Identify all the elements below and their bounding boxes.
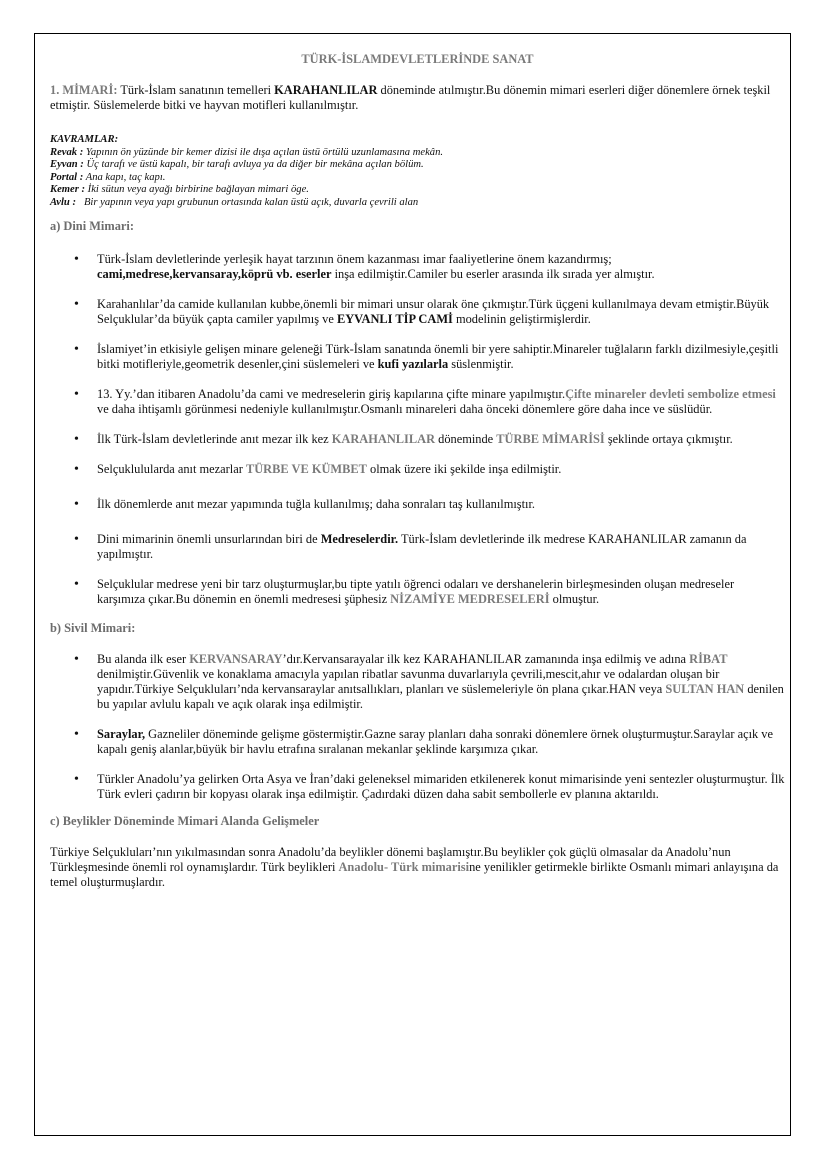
item-text: süslenmiştir.	[448, 357, 514, 371]
list-item	[50, 652, 785, 712]
list-item	[50, 532, 785, 562]
item-text: Türkler Anadolu’ya gelirken Orta Asya ve İran’daki geleneksel mimariden etkilenerek konut mimarisinde yeni sentezler oluşturmuştur. İlk Türk evleri çadırın bir kopyası olarak inşa edilmiştir. Çadırdaki düzen daha sabit sembollerle ev planına aktarıldı.	[97, 772, 785, 801]
kavramlar-block	[50, 134, 785, 209]
list-item	[50, 342, 785, 372]
paragraph-text: Türkiye Selçukluları’nın yıkılmasından sonra Anadolu’da beylikler dönemi başlamıştır.Bu beylikler çok güçlü olmasalar da Anadolu’nun Türkleşmesinde önemli rol oynamışlardır. Türk beylikleri	[50, 845, 731, 874]
item-text: şeklinde ortaya çıkmıştır.	[604, 432, 733, 446]
kavram-term: Eyvan :	[50, 159, 84, 170]
item-highlight: RİBAT	[689, 652, 728, 666]
item-text: olmak üzere iki şekilde inşa edilmiştir.	[366, 462, 562, 476]
paragraph-highlight: Anadolu- Türk mimarisi	[338, 860, 470, 874]
item-text: Türk-İslam devletlerinde yerleşik hayat tarzının önem kazanması imar faaliyetlerine önem kazandırmış;	[97, 252, 612, 266]
item-bold: EYVANLI TİP CAMİ	[336, 312, 453, 326]
kavram-def: Ana kapı, taç kapı.	[83, 171, 166, 183]
item-highlight: KERVANSARAY	[189, 652, 283, 666]
item-bold: cami,medrese,kervansaray,köprü vb. eserler	[97, 267, 332, 281]
item-highlight: TÜRBE VE KÜMBET	[245, 462, 367, 476]
beylikler-paragraph	[50, 845, 785, 890]
kavram-row	[50, 184, 785, 197]
kavram-term: Revak :	[50, 146, 84, 158]
item-text: Karahanlılar’da camide kullanılan kubbe,önemli bir mimari unsur olarak öne çıkmıştır.Türk üçgeni kullanılmaya devam etmiştir.Büyük Selçuklular’da büyük çapta camiler yapılmış ve	[97, 297, 770, 326]
kavram-term: Portal :	[50, 171, 84, 183]
item-text: ve daha ihtişamlı görünmesi nedeniyle kullanılmıştır.Osmanlı minareleri daha önceki dönemlere göre daha ince ve süslüdür.	[97, 402, 713, 416]
item-text: Türk-İslam devletlerinde ilk medrese KARAHANLILAR zamanın da yapılmıştır.	[97, 532, 747, 561]
item-text: İlk Türk-İslam devletlerinde anıt mezar ilk kez	[97, 432, 332, 446]
list-item	[50, 387, 785, 417]
item-text: döneminde	[435, 432, 497, 446]
kavram-row	[50, 172, 785, 185]
kavramlar-heading: KAVRAMLAR:	[50, 134, 119, 145]
intro-text: döneminde atılmıştır.Bu dönemin mimari eserleri diğer dönemlere örnek teşkil etmiştir. Süslemelerde bitki ve hayvan motifleri kullanılmıştır.	[50, 83, 771, 112]
kavram-row	[50, 197, 785, 210]
list-item	[50, 252, 785, 282]
kavram-def: Yapının ön yüzünde bir kemer dizisi ile dışa açılan üstü örtülü uzunlamasına mekân.	[83, 146, 444, 158]
item-highlight: KARAHANLILAR	[331, 432, 436, 446]
item-text: ’dır.Kervansarayalar ilk kez KARAHANLILAR zamanında inşa edilmiş ve adına	[282, 652, 690, 666]
item-text: Gazneliler döneminde gelişme göstermiştir.Gazne saray planları daha sonraki dönemlere örnek oluşturmuştur.Saraylar açık ve kapalı geniş alanlar,büyük bir havlu etrafına sıralanan mekanlar şeklinde karşımıza çıkar.	[97, 727, 774, 756]
kavram-def: İki sütun veya ayağı birbirine bağlayan mimari öge.	[85, 184, 309, 195]
sivil-mimari-list	[50, 652, 785, 802]
item-highlight: Çifte minareler devleti sembolize etmesi	[565, 387, 776, 401]
kavram-def: Üç tarafı ve üstü kapalı, bir tarafı avluya ya da diğer bir mekâna açılan bölüm.	[83, 159, 424, 170]
sivil-mimari-heading: b) Sivil Mimari:	[50, 621, 136, 635]
dini-mimari-list	[50, 252, 785, 607]
paragraph-text: ne yenilikler getirmekle birlikte Osmanlı mimari anlayışına da temel oluşturmuşlardır.	[50, 860, 779, 889]
list-item	[50, 462, 785, 477]
list-item	[50, 577, 785, 607]
item-text: 13. Yy.’dan itibaren Anadolu’da cami ve medreselerin giriş kapılarına çifte minare yapılmıştır.	[97, 387, 566, 401]
kavram-def: Bir yapının veya yapı grubunun ortasında kalan üstü açık, duvarla çevrili alan	[76, 196, 419, 208]
list-item	[50, 432, 785, 447]
item-text: inşa edilmiştir.Camiler bu eserler arasında ilk sırada yer almıştır.	[331, 267, 655, 281]
item-bold: Saraylar,	[97, 727, 146, 741]
list-item	[50, 497, 785, 512]
item-highlight: NİZAMİYE MEDRESELERİ	[390, 592, 550, 606]
kavram-term: Kemer :	[50, 184, 86, 195]
item-text: İslamiyet’in etkisiyle gelişen minare geleneği Türk-İslam sanatında önemli bir yere sahiptir.Minareler tuğlaların farklı dizilmesiyle,çeşitli bitki motifleriyle,geometrik desenler,çini süslemeleri ve	[97, 342, 779, 371]
item-text: İlk dönemlerde anıt mezar yapımında tuğla kullanılmış; daha sonraları taş kullanılmıştır.	[97, 497, 536, 511]
intro-bold: KARAHANLILAR	[274, 83, 378, 97]
item-text: olmuştur.	[549, 592, 600, 606]
item-highlight: SULTAN HAN	[665, 682, 745, 696]
item-bold: Medreselerdir.	[320, 532, 399, 546]
document-body	[50, 50, 785, 890]
beylikler-heading: c) Beylikler Döneminde Mimari Alanda Gelişmeler	[50, 814, 320, 828]
list-item	[50, 297, 785, 327]
document-title: TÜRK-İSLAMDEVLETLERİNDE SANAT	[301, 52, 534, 66]
item-text: modelinin geliştirmişlerdir.	[452, 312, 591, 326]
item-text: Bu alanda ilk eser	[97, 652, 190, 666]
item-text: Dini mimarinin önemli unsurlarından biri de	[97, 532, 321, 546]
item-text: denilmiştir.Güvenlik ve konaklama amacıyla yapılan ribatlar savunma duvarlarıyla çevrili,mescit,ahır ve odalardan oluşan bir yapıdır.Türkiye Selçukluları’nda kervansaraylar anıtsallıkları, planları ve süslemeleriyle ön plana çıkar.HAN veya	[97, 667, 720, 696]
item-text: Selçuklulularda anıt mezarlar	[97, 462, 246, 476]
section-number: 1. MİMARİ:	[50, 83, 118, 97]
kavram-row	[50, 159, 785, 172]
kavram-term: Avlu :	[50, 196, 76, 208]
intro-text: Türk-İslam sanatının temelleri	[117, 83, 275, 97]
item-highlight: TÜRBE MİMARİSİ	[496, 432, 605, 446]
list-item	[50, 772, 785, 802]
item-text: Selçuklular medrese yeni bir tarz oluşturmuşlar,bu tipte yatılı öğrenci odaları ve dershanelerin birleşmesinden oluşan medreseler karşımıza çıkar.Bu dönemin en önemli medresesi şüphesiz	[97, 577, 735, 606]
kavram-row	[50, 147, 785, 160]
intro-paragraph	[50, 83, 785, 113]
item-bold: kufi yazılarla	[377, 357, 449, 371]
item-text: denilen bu yapılar avlulu kapalı ve açık olarak inşa edilmiştir.	[97, 682, 784, 711]
list-item	[50, 727, 785, 757]
dini-mimari-heading: a) Dini Mimari:	[50, 219, 134, 233]
